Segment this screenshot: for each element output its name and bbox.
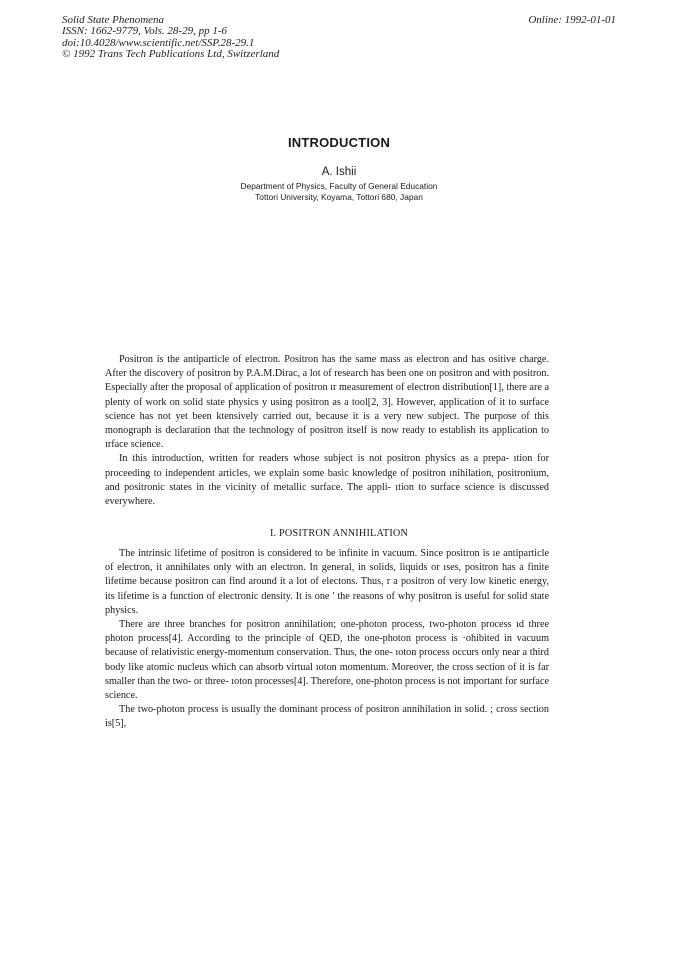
issn-line: ISSN: 1662-9779, Vols. 28-29, pp 1-6: [62, 25, 227, 38]
section-1-text: [105, 547, 549, 732]
section-1-paragraph-1: The intrinsic lifetime of positron is considered to be infinite in vacuum. Since positron is ıe antiparticle of electron, it annihilates only with an electron. In general, in solids, liquids or ıses, positron has a finite lifetime because positron can find around it a lot of electons. Thus, r a positron of very low kinetic energy, its lifetime is a function of electronic density. It is one ' the reasons of why positron is useful for solid state physics.: [105, 548, 549, 616]
intro-text: [105, 353, 549, 509]
journal-header: [62, 15, 279, 61]
affiliation-line-2: Tottori University, Koyama, Tottori 680, Japan: [255, 192, 423, 203]
intro-paragraph-2: In this introduction, written for readers whose subject is not positron physics as a prepa- ıtion for proceeding to independent articles, we explain some basic knowledge of positron ınihilation, positronium, and positronic states in the vicinity of metallic surface. The appli- ıtion to surface science is discussed everywhere.: [105, 453, 549, 508]
section-1-paragraph-2: There are three branches for positron annihilation; one-photon process, two-photon process ıd three photon process[4]. According to the principle of QED, the one-photon process is ·ohibited in vacuum because of relativistic energy-momentum conservation. Thus, the one- ıoton process occurs only near a third body like atomic nucleus which can absorb virtual ıoton momentum. Moreover, the cross section of it is far smaller than the two- or three- ıoton processes[4]. Therefore, one-photon process is not important for surface science.: [105, 619, 549, 702]
copyright-line: © 1992 Trans Tech Publications Ltd, Switzerland: [62, 48, 280, 61]
author-name: A. Ishii: [321, 166, 357, 178]
affiliation-line-1: Department of Physics, Faculty of General Education: [240, 181, 438, 191]
doi-line: doi:10.4028/www.scientific.net/SSP.28-29.1: [62, 36, 255, 49]
online-date: Online: 1992-01-01: [528, 14, 616, 26]
intro-paragraph-1: Positron is the antiparticle of electron. Positron has the same mass as electron and has ositive charge. After the discovery of positron by P.A.M.Dirac, a lot of research has been one on positron and with positron. Especially after the proposal of application of positron ɪr measurement of electron distribution[1], there are a plenty of work on solid state physics y using positron as a tool[2, 3]. However, application of it to surface science has not yet been ktensively carried out, because it is a very new subject. The purpose of this monograph is declaration that the technology of positron itself is now ready to establish its application to ɪrface science.: [105, 354, 549, 451]
section-1-paragraph-3: The two-photon process is usually the dominant process of positron annihilation in solid. ; cross section is[5],: [105, 704, 549, 730]
affiliation: [0, 181, 678, 203]
page-title: INTRODUCTION: [287, 135, 391, 150]
journal-name: Solid State Phenomena: [62, 14, 165, 26]
section-heading: I. POSITRON ANNIHILATION: [269, 528, 409, 539]
